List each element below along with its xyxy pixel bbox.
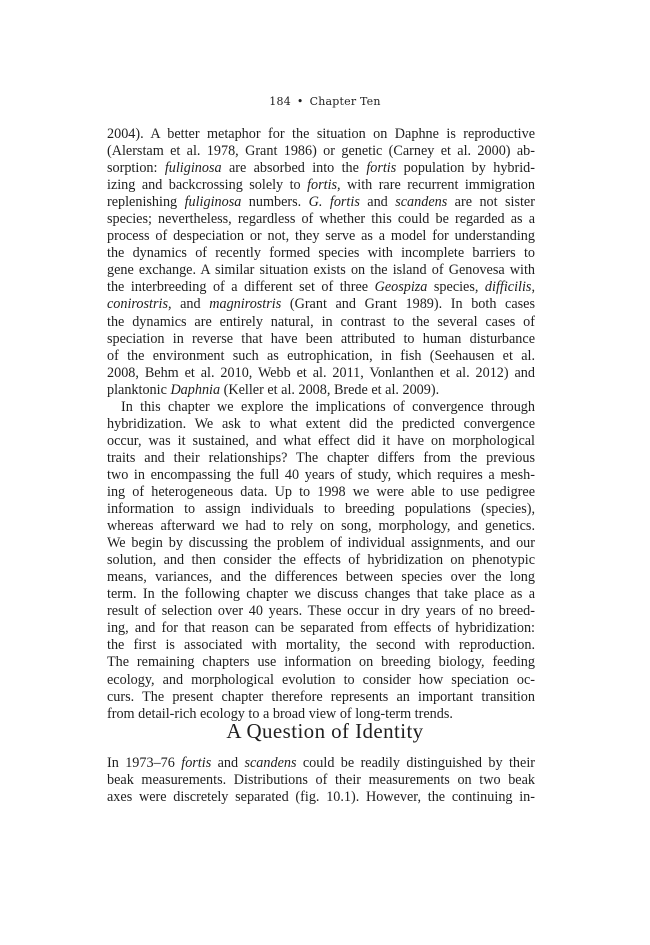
- header-separator: •: [296, 95, 304, 108]
- text-line: species; nevertheless, regardless of whether this could be regarded as a: [107, 211, 535, 228]
- body-text-main: [107, 126, 535, 723]
- text-line: izing and backcrossing solely to fortis, with rare recurrent immigration: [107, 177, 535, 194]
- text-line: the first is associated with mortality, the second with reproduction.: [107, 637, 535, 654]
- text-line: traits and their relationships? The chapter differs from the previous: [107, 449, 535, 466]
- text-line: ing, and for that reason can be separated from effects of hybridization:: [107, 620, 535, 637]
- paragraph: [107, 755, 535, 806]
- text-line: beak measurements. Distributions of their measurements on two beak: [107, 772, 535, 789]
- text-line: axes were discretely separated (fig. 10.1). However, the continuing in-: [107, 789, 535, 806]
- text-line: occur, was it sustained, and what effect did it have on morphological: [107, 432, 535, 449]
- section-heading: A Question of Identity: [226, 719, 424, 743]
- paragraph: [107, 399, 535, 723]
- text-line: gene exchange. A similar situation exists on the island of Genovesa with: [107, 262, 535, 279]
- text-line: two in encompassing the full 40 years of study, which requires a mesh-: [107, 466, 535, 483]
- text-line: term. In the following chapter we discuss changes that take place as a: [107, 586, 535, 603]
- text-line: whereas afterward we had to rely on song, morphology, and genetics.: [107, 518, 535, 535]
- text-line: In 1973–76 fortis and scandens could be readily distinguished by their: [107, 755, 535, 771]
- text-line: planktonic Daphnia (Keller et al. 2008, Brede et al. 2009).: [107, 381, 440, 398]
- chapter-title: Chapter Ten: [309, 95, 381, 108]
- text-line: (Alerstam et al. 1978, Grant 1986) or genetic (Carney et al. 2000) ab-: [107, 143, 535, 160]
- text-line: of the environment such as eutrophication, in fish (Seehausen et al.: [107, 347, 535, 364]
- running-head: [0, 95, 650, 108]
- text-line: In this chapter we explore the implications of convergence through: [121, 398, 535, 415]
- text-line: the dynamics are entirely natural, in contrast to the several cases of: [107, 313, 535, 330]
- text-line: process of despeciation or not, they serve as a model for understanding: [107, 228, 535, 245]
- text-line: result of selection over 40 years. These occur in dry years of no breed-: [107, 603, 535, 620]
- text-line: 2008, Behm et al. 2010, Webb et al. 2011, Vonlanthen et al. 2012) and: [107, 364, 535, 381]
- text-line: 2004). A better metaphor for the situation on Daphne is reproductive: [107, 126, 535, 142]
- text-line: ecology, and morphological evolution to consider how speciation oc-: [107, 671, 535, 688]
- text-line: means, variances, and the differences between species over the long: [107, 569, 535, 586]
- text-line: The remaining chapters use information on breeding biology, feeding: [107, 654, 535, 671]
- text-line: information to assign individuals to breeding populations (species),: [107, 501, 535, 518]
- text-line: replenishing fuliginosa numbers. G. fortis and scandens are not sister: [107, 194, 535, 211]
- text-line: curs. The present chapter therefore represents an important transition: [107, 688, 535, 705]
- page-number: 184: [269, 95, 291, 108]
- text-line: solution, and then consider the effects of hybridization on phenotypic: [107, 552, 535, 569]
- text-line: speciation in reverse that have been attributed to human disturbance: [107, 330, 535, 347]
- text-line: the dynamics of recently formed species with incomplete barriers to: [107, 245, 535, 262]
- text-line: from detail-rich ecology to a broad view of long-term trends.: [107, 705, 453, 722]
- text-line: hybridization. We ask to what extent did the predicted convergence: [107, 415, 535, 432]
- paragraph: [107, 126, 535, 399]
- text-line: sorption: fuliginosa are absorbed into the fortis population by hybrid-: [107, 160, 535, 177]
- body-text-section: [107, 755, 535, 806]
- text-line: ing of heterogeneous data. Up to 1998 we were able to use pedigree: [107, 483, 535, 500]
- text-line: the interbreeding of a different set of three Geospiza species, difficilis,: [107, 279, 535, 296]
- text-line: conirostris, and magnirostris (Grant and Grant 1989). In both cases: [107, 296, 535, 313]
- text-line: We begin by discussing the problem of individual assignments, and our: [107, 535, 535, 552]
